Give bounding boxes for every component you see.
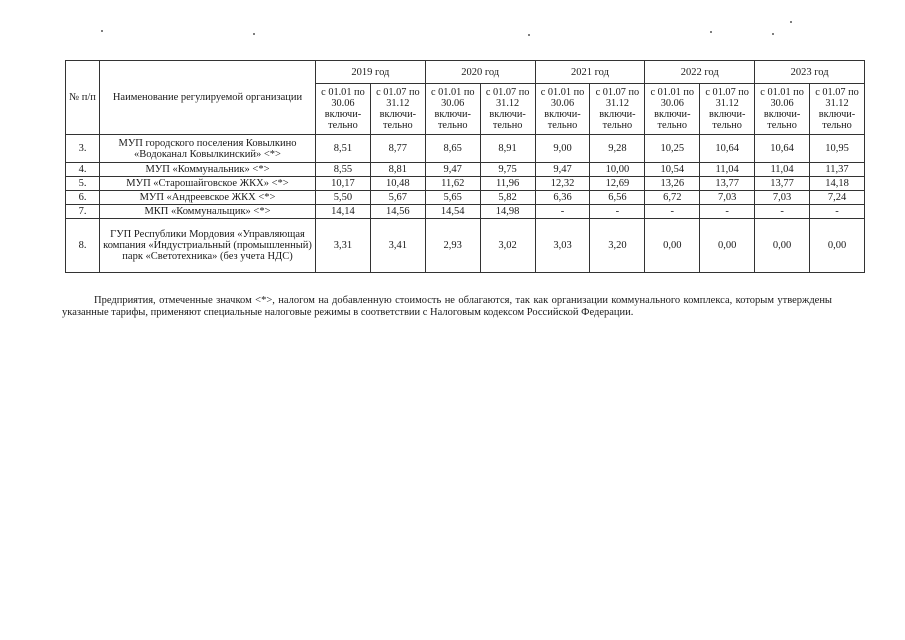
table-row xyxy=(66,177,865,191)
tariff-cell: 10,95 xyxy=(810,135,865,163)
tariff-cell: - xyxy=(755,205,810,219)
tariff-cell: 11,04 xyxy=(755,163,810,177)
header-year: 2020 год xyxy=(425,61,535,84)
organization-name: ГУП Республики Мордовия «Управляющая компания «Индустриальный (промышленный) парк «Светотехника» (без учета НДС) xyxy=(100,219,316,273)
tariff-cell: 12,32 xyxy=(535,177,590,191)
tariff-table xyxy=(65,60,865,273)
footnote xyxy=(62,295,832,319)
tariff-cell: 3,03 xyxy=(535,219,590,273)
row-number: 6. xyxy=(66,191,100,205)
tariff-cell: - xyxy=(590,205,645,219)
tariff-cell: 6,36 xyxy=(535,191,590,205)
tariff-cell: 7,03 xyxy=(700,191,755,205)
organization-name: МУП «Старошайговское ЖКХ» <*> xyxy=(100,177,316,191)
tariff-cell: 5,50 xyxy=(316,191,371,205)
tariff-cell: 13,77 xyxy=(700,177,755,191)
tariff-cell: 0,00 xyxy=(755,219,810,273)
tariff-cell: - xyxy=(535,205,590,219)
organization-name: МУП городского поселения Ковылкино «Водоканал Ковылкинский» <*> xyxy=(100,135,316,163)
header-period-first-half: с 01.01 по 30.06 включи-тельно xyxy=(755,84,810,135)
header-period-first-half: с 01.01 по 30.06 включи-тельно xyxy=(425,84,480,135)
tariff-cell: - xyxy=(700,205,755,219)
scan-speck xyxy=(772,33,774,35)
header-year: 2019 год xyxy=(316,61,426,84)
header-year: 2023 год xyxy=(755,61,865,84)
tariff-cell: 2,93 xyxy=(425,219,480,273)
row-number: 3. xyxy=(66,135,100,163)
tariff-cell: 3,02 xyxy=(480,219,535,273)
tariff-cell: 13,77 xyxy=(755,177,810,191)
tariff-cell: - xyxy=(810,205,865,219)
scan-speck xyxy=(528,34,530,36)
tariff-cell: 6,72 xyxy=(645,191,700,205)
tariff-cell: 10,64 xyxy=(755,135,810,163)
organization-name: МКП «Коммунальщик» <*> xyxy=(100,205,316,219)
tariff-cell: 11,96 xyxy=(480,177,535,191)
table-row xyxy=(66,135,865,163)
header-year: 2021 год xyxy=(535,61,645,84)
scan-speck xyxy=(710,31,712,33)
tariff-cell: 0,00 xyxy=(645,219,700,273)
header-period-second-half: с 01.07 по 31.12 включи-тельно xyxy=(480,84,535,135)
tariff-cell: 10,54 xyxy=(645,163,700,177)
tariff-cell: 3,31 xyxy=(316,219,371,273)
tariff-cell: 3,20 xyxy=(590,219,645,273)
header-period-first-half: с 01.01 по 30.06 включи-тельно xyxy=(535,84,590,135)
header-period-first-half: с 01.01 по 30.06 включи-тельно xyxy=(645,84,700,135)
header-row-years xyxy=(66,61,865,84)
row-number: 4. xyxy=(66,163,100,177)
tariff-cell: 11,62 xyxy=(425,177,480,191)
scan-speck xyxy=(101,30,103,32)
scan-speck xyxy=(253,33,255,35)
header-year: 2022 год xyxy=(645,61,755,84)
table-row xyxy=(66,191,865,205)
header-period-second-half: с 01.07 по 31.12 включи-тельно xyxy=(590,84,645,135)
header-period-second-half: с 01.07 по 31.12 включи-тельно xyxy=(370,84,425,135)
tariff-cell: 12,69 xyxy=(590,177,645,191)
tariff-cell: 9,28 xyxy=(590,135,645,163)
tariff-cell: 14,18 xyxy=(810,177,865,191)
tariff-cell: - xyxy=(645,205,700,219)
tariff-cell: 6,56 xyxy=(590,191,645,205)
tariff-cell: 5,67 xyxy=(370,191,425,205)
header-period-second-half: с 01.07 по 31.12 включи-тельно xyxy=(810,84,865,135)
tariff-cell: 11,04 xyxy=(700,163,755,177)
tariff-cell: 8,77 xyxy=(370,135,425,163)
row-number: 8. xyxy=(66,219,100,273)
tariff-cell: 11,37 xyxy=(810,163,865,177)
tariff-cell: 7,24 xyxy=(810,191,865,205)
tariff-cell: 10,64 xyxy=(700,135,755,163)
tariff-cell: 13,26 xyxy=(645,177,700,191)
row-number: 7. xyxy=(66,205,100,219)
table-row xyxy=(66,219,865,273)
tariff-cell: 0,00 xyxy=(700,219,755,273)
tariff-cell: 3,41 xyxy=(370,219,425,273)
tariff-cell: 14,54 xyxy=(425,205,480,219)
tariff-cell: 5,65 xyxy=(425,191,480,205)
tariff-cell: 8,81 xyxy=(370,163,425,177)
header-num: № п/п xyxy=(66,61,100,135)
tariff-cell: 0,00 xyxy=(810,219,865,273)
header-period-first-half: с 01.01 по 30.06 включи-тельно xyxy=(316,84,371,135)
tariff-cell: 8,55 xyxy=(316,163,371,177)
tariff-cell: 10,00 xyxy=(590,163,645,177)
tariff-cell: 9,75 xyxy=(480,163,535,177)
header-organization-name: Наименование регулируемой организации xyxy=(100,61,316,135)
organization-name: МУП «Коммунальник» <*> xyxy=(100,163,316,177)
tariff-cell: 8,51 xyxy=(316,135,371,163)
header-period-second-half: с 01.07 по 31.12 включи-тельно xyxy=(700,84,755,135)
tariff-cell: 10,17 xyxy=(316,177,371,191)
tariff-cell: 14,14 xyxy=(316,205,371,219)
tariff-cell: 14,98 xyxy=(480,205,535,219)
table-row xyxy=(66,205,865,219)
tariff-cell: 8,65 xyxy=(425,135,480,163)
tariff-cell: 10,25 xyxy=(645,135,700,163)
tariff-cell: 5,82 xyxy=(480,191,535,205)
tariff-cell: 9,47 xyxy=(425,163,480,177)
tariff-cell: 9,47 xyxy=(535,163,590,177)
footnote-text: Предприятия, отмеченные значком <*>, налогом на добавленную стоимость не облагаются, так как организации коммунального комплекса, которым утверждены указанные тарифы, применяют специальные налоговые режимы в соответствии с Налоговым кодексом Российской Федерации. xyxy=(62,295,832,318)
tariff-cell: 8,91 xyxy=(480,135,535,163)
scan-speck xyxy=(790,21,792,23)
table-row xyxy=(66,163,865,177)
row-number: 5. xyxy=(66,177,100,191)
tariff-cell: 10,48 xyxy=(370,177,425,191)
tariff-cell: 7,03 xyxy=(755,191,810,205)
tariff-cell: 14,56 xyxy=(370,205,425,219)
tariff-cell: 9,00 xyxy=(535,135,590,163)
organization-name: МУП «Андреевское ЖКХ <*> xyxy=(100,191,316,205)
